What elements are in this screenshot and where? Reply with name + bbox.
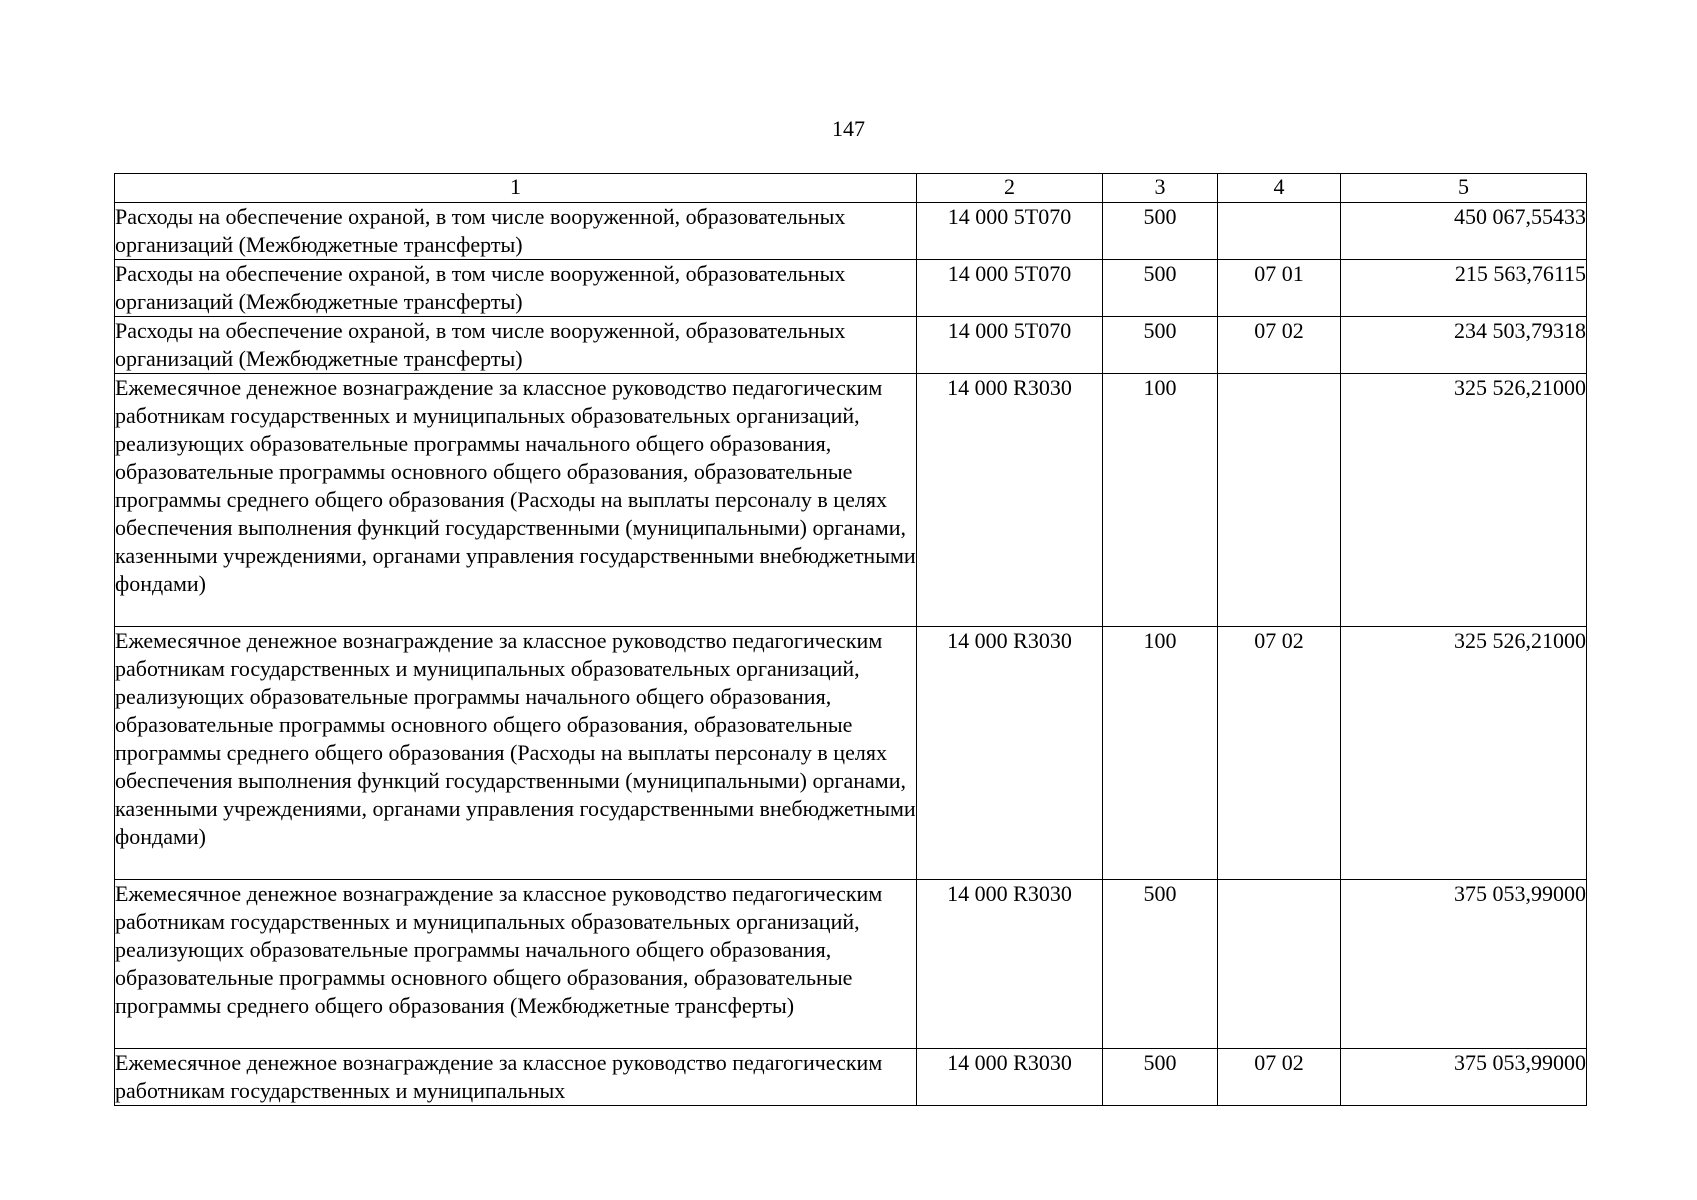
target-code-cell: 14 000 R3030 [917, 880, 1103, 1049]
target-code-cell: 14 000 5Т070 [917, 203, 1103, 260]
expense-name-cell: Расходы на обеспечение охраной, в том числе вооруженной, образовательных организаций (Межбюджетные трансферты) [115, 260, 917, 317]
amount-cell: 325 526,21000 [1341, 374, 1587, 627]
expense-name-cell: Ежемесячное денежное вознаграждение за классное руководство педагогическим работникам государственных и муниципальных образовательных организаций, реализующих образовательные программы начального общего образования, образовательные программы основного общего образования, образовательные программы среднего общего образования (Расходы на выплаты персоналу в целях обеспечения выполнения функций государственными (муниципальными) органами, казенными учреждениями, органами управления государственными внебюджетными фондами) [115, 627, 917, 880]
amount-cell: 325 526,21000 [1341, 627, 1587, 880]
expense-type-cell: 100 [1103, 627, 1218, 880]
expense-name-cell: Расходы на обеспечение охраной, в том числе вооруженной, образовательных организаций (Межбюджетные трансферты) [115, 317, 917, 374]
expense-type-cell: 500 [1103, 203, 1218, 260]
expense-name-cell: Расходы на обеспечение охраной, в том числе вооруженной, образовательных организаций (Межбюджетные трансферты) [115, 203, 917, 260]
section-cell: 07 02 [1218, 627, 1341, 880]
header-row [115, 174, 1587, 203]
section-cell: 07 02 [1218, 1049, 1341, 1106]
expense-type-cell: 500 [1103, 260, 1218, 317]
amount-cell: 375 053,99000 [1341, 1049, 1587, 1106]
table-row [115, 260, 1587, 317]
table-row [115, 317, 1587, 374]
target-code-cell: 14 000 R3030 [917, 374, 1103, 627]
section-cell: 07 01 [1218, 260, 1341, 317]
amount-cell: 234 503,79318 [1341, 317, 1587, 374]
table-row [115, 203, 1587, 260]
header-col-4: 4 [1218, 174, 1341, 203]
section-cell [1218, 880, 1341, 1049]
expense-name-cell: Ежемесячное денежное вознаграждение за классное руководство педагогическим работникам государственных и муниципальных образовательных организаций, реализующих образовательные программы начального общего образования, образовательные программы основного общего образования, образовательные программы среднего общего образования (Расходы на выплаты персоналу в целях обеспечения выполнения функций государственными (муниципальными) органами, казенными учреждениями, органами управления государственными внебюджетными фондами) [115, 374, 917, 627]
header-col-2: 2 [917, 174, 1103, 203]
target-code-cell: 14 000 R3030 [917, 627, 1103, 880]
table-row [115, 880, 1587, 1049]
expense-name-cell: Ежемесячное денежное вознаграждение за классное руководство педагогическим работникам государственных и муниципальных образовательных организаций, реализующих образовательные программы начального общего образования, образовательные программы основного общего образования, образовательные программы среднего общего образования (Межбюджетные трансферты) [115, 880, 917, 1049]
section-cell [1218, 374, 1341, 627]
expense-type-cell: 500 [1103, 1049, 1218, 1106]
expense-name-cell: Ежемесячное денежное вознаграждение за классное руководство педагогическим работникам государственных и муниципальных [115, 1049, 917, 1106]
header-col-5: 5 [1341, 174, 1587, 203]
budget-table [114, 173, 1587, 1106]
header-col-3: 3 [1103, 174, 1218, 203]
table-row [115, 627, 1587, 880]
expense-type-cell: 100 [1103, 374, 1218, 627]
expense-type-cell: 500 [1103, 880, 1218, 1049]
amount-cell: 375 053,99000 [1341, 880, 1587, 1049]
target-code-cell: 14 000 R3030 [917, 1049, 1103, 1106]
target-code-cell: 14 000 5Т070 [917, 317, 1103, 374]
table-row [115, 374, 1587, 627]
page-number: 147 [832, 116, 865, 141]
section-cell: 07 02 [1218, 317, 1341, 374]
section-cell [1218, 203, 1341, 260]
header-col-1: 1 [115, 174, 917, 203]
amount-cell: 215 563,76115 [1341, 260, 1587, 317]
expense-type-cell: 500 [1103, 317, 1218, 374]
amount-cell: 450 067,55433 [1341, 203, 1587, 260]
target-code-cell: 14 000 5Т070 [917, 260, 1103, 317]
table-row [115, 1049, 1587, 1106]
